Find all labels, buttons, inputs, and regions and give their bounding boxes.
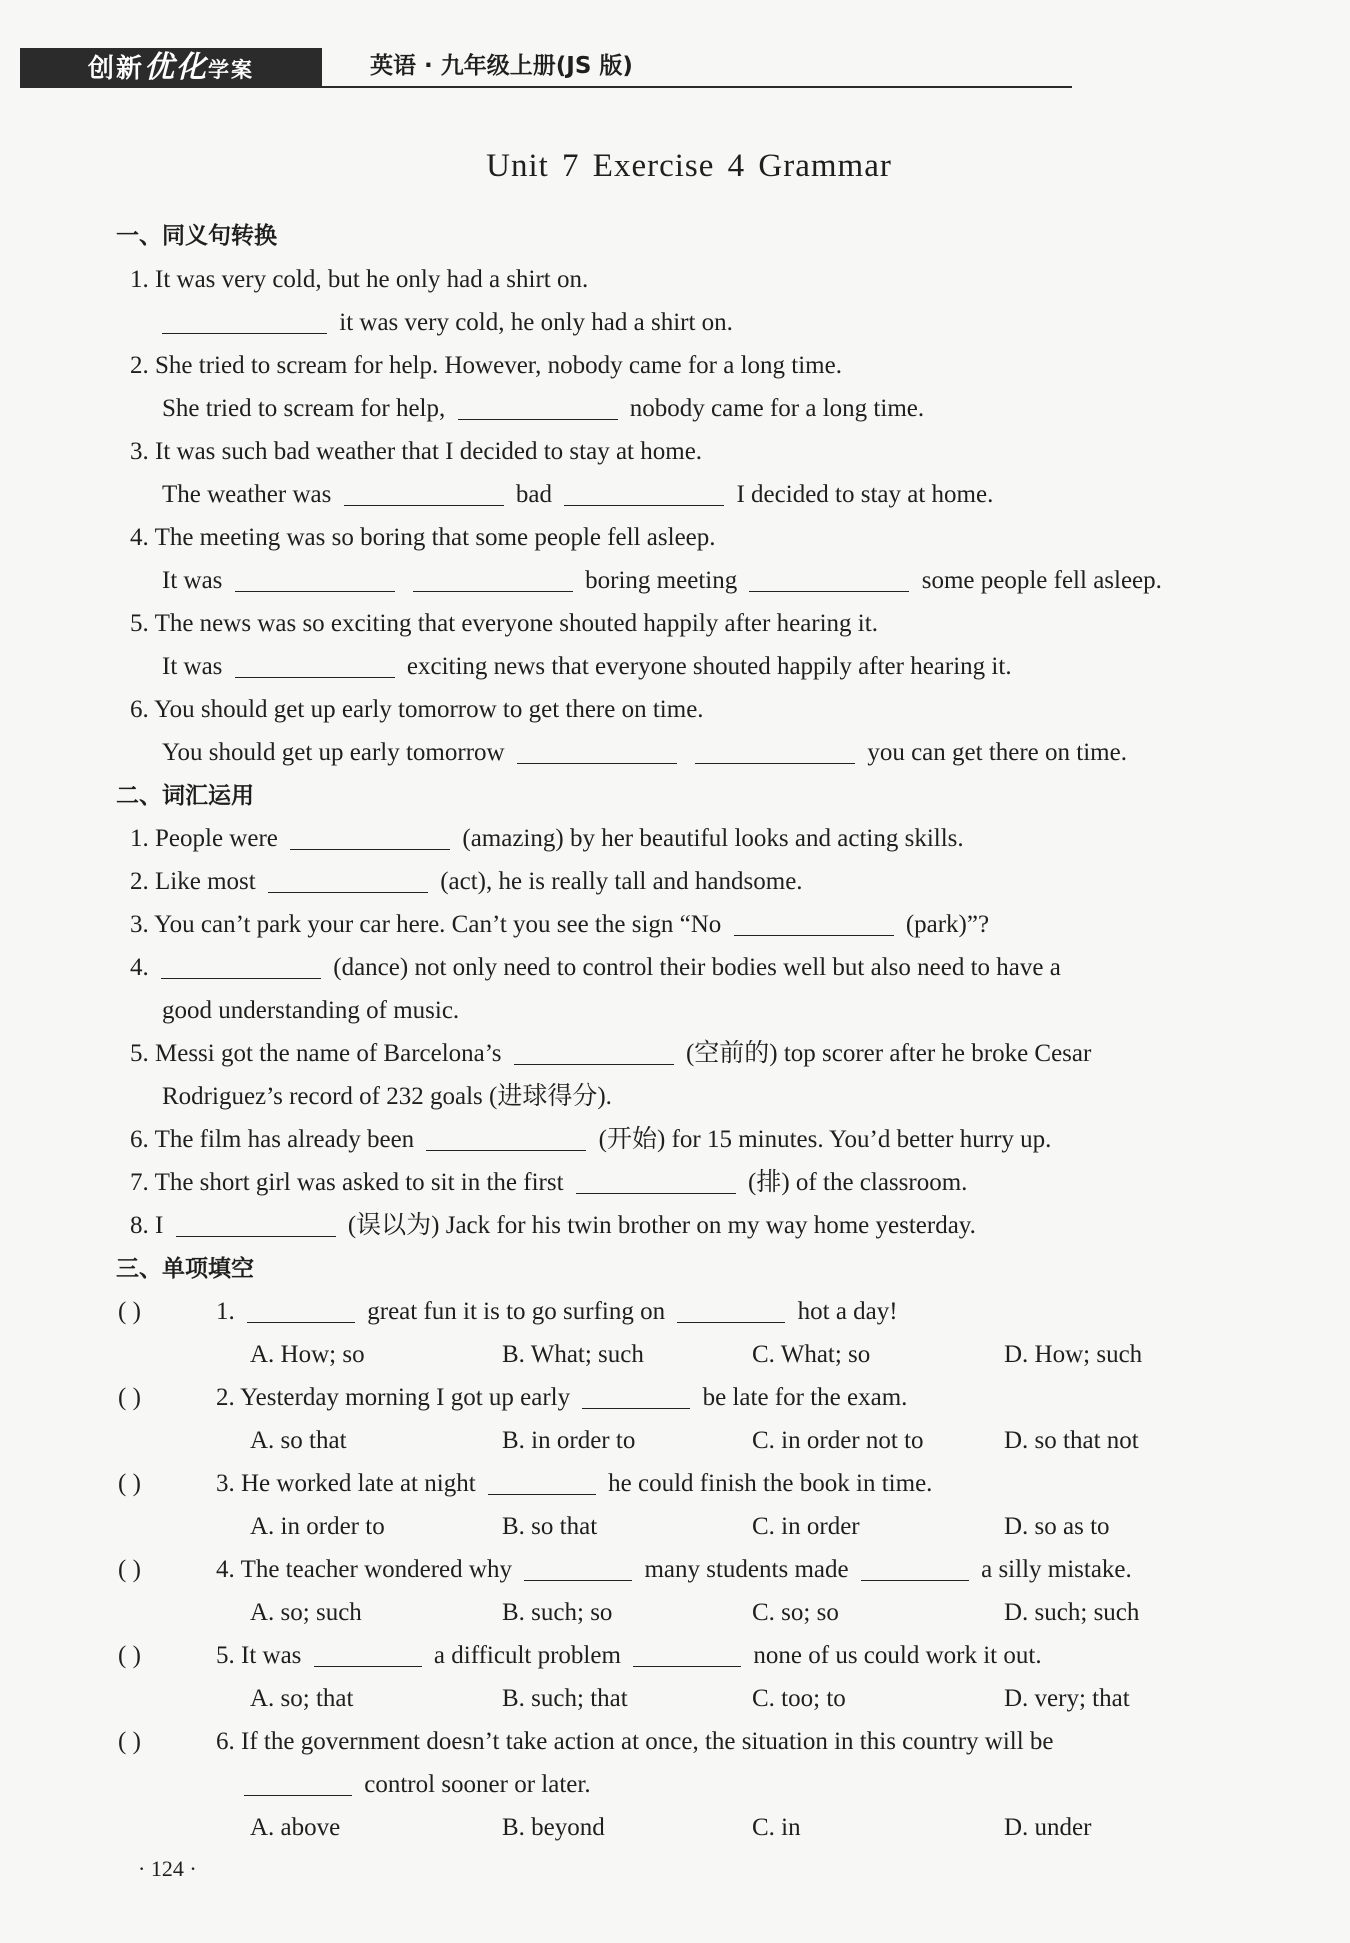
item-text: (park)”? bbox=[905, 911, 990, 938]
item-text: She tried to scream for help. However, nobody came for a long time. bbox=[155, 352, 842, 379]
item-text: You should get up early tomorrow bbox=[162, 739, 505, 766]
answer-blank[interactable] bbox=[235, 651, 395, 678]
exercise-line bbox=[162, 1079, 612, 1115]
option-b[interactable]: B. such; so bbox=[502, 1599, 613, 1626]
answer-blank[interactable] bbox=[176, 1210, 336, 1237]
answer-blank[interactable] bbox=[488, 1468, 596, 1495]
page-title: Unit 7 Exercise 4 Grammar bbox=[486, 148, 892, 184]
item-text: (dance) not only need to control their bodies well but also need to have a bbox=[333, 954, 1061, 981]
item-text: be late for the exam. bbox=[702, 1384, 908, 1411]
answer-blank[interactable] bbox=[244, 1769, 352, 1796]
exercise-line bbox=[162, 563, 1162, 599]
option-b[interactable]: B. so that bbox=[502, 1513, 598, 1540]
item-text: Yesterday morning I got up early bbox=[240, 1384, 571, 1411]
item-text: You should get up early tomorrow to get there on time. bbox=[154, 696, 704, 723]
option-a[interactable]: A. How; so bbox=[250, 1341, 365, 1368]
item-text: (act), he is really tall and handsome. bbox=[440, 868, 803, 895]
answer-blank[interactable] bbox=[677, 1296, 785, 1323]
exercise-line bbox=[162, 735, 1127, 771]
exercise-line bbox=[130, 606, 878, 642]
item-text: nobody came for a long time. bbox=[629, 395, 925, 422]
option-b[interactable]: B. beyond bbox=[502, 1814, 605, 1841]
item-text: control sooner or later. bbox=[364, 1771, 591, 1798]
answer-blank[interactable] bbox=[695, 737, 855, 764]
answer-blank[interactable] bbox=[413, 565, 573, 592]
option-c[interactable]: C. in order not to bbox=[752, 1427, 924, 1454]
item-text: a difficult problem bbox=[433, 1642, 621, 1669]
option-c[interactable]: C. in order bbox=[752, 1513, 860, 1540]
brand-highlight: 优化 bbox=[144, 50, 208, 85]
item-text: The short girl was asked to sit in the first bbox=[154, 1169, 564, 1196]
exercise-line bbox=[216, 1466, 932, 1502]
brand-tail: 学案 bbox=[208, 58, 254, 82]
item-text: he could finish the book in time. bbox=[608, 1470, 933, 1497]
item-number: 4. bbox=[130, 954, 149, 981]
option-c[interactable]: C. so; so bbox=[752, 1599, 839, 1626]
exercise-line bbox=[162, 993, 459, 1029]
option-b[interactable]: B. in order to bbox=[502, 1427, 636, 1454]
exercise-line bbox=[130, 1208, 976, 1244]
exercise-line bbox=[244, 1767, 591, 1803]
item-number: 6. bbox=[130, 1126, 149, 1153]
exercise-line bbox=[130, 1122, 1051, 1158]
item-text: It was very cold, but he only had a shirt on. bbox=[155, 266, 589, 293]
exercise-line bbox=[130, 520, 716, 556]
item-text: a silly mistake. bbox=[981, 1556, 1132, 1583]
item-text: (开始) for 15 minutes. You’d better hurry up. bbox=[598, 1126, 1052, 1153]
item-text: People were bbox=[155, 825, 278, 852]
option-d[interactable]: D. very; that bbox=[1004, 1685, 1130, 1712]
item-number: 2. bbox=[216, 1384, 235, 1411]
item-text: It was such bad weather that I decided to stay at home. bbox=[155, 438, 703, 465]
item-text: He worked late at night bbox=[241, 1470, 476, 1497]
answer-parentheses[interactable]: ( ) bbox=[118, 1298, 141, 1325]
answer-blank[interactable] bbox=[734, 909, 894, 936]
brand-text: 创新 bbox=[87, 54, 144, 84]
item-number: 7. bbox=[130, 1169, 149, 1196]
option-a[interactable]: A. in order to bbox=[250, 1513, 385, 1540]
item-number: 3. bbox=[130, 911, 149, 938]
section-heading: 一、同义句转换 bbox=[116, 223, 277, 249]
exercise-line bbox=[130, 692, 704, 728]
item-text: You can’t park your car here. Can’t you see the sign “No bbox=[154, 911, 722, 938]
item-number: 8. bbox=[130, 1212, 149, 1239]
item-number: 5. bbox=[130, 1040, 149, 1067]
item-text: (排) of the classroom. bbox=[748, 1169, 968, 1196]
answer-blank[interactable] bbox=[458, 393, 618, 420]
answer-blank[interactable] bbox=[344, 479, 504, 506]
item-text: If the government doesn’t take action at once, the situation in this country will be bbox=[241, 1728, 1054, 1755]
option-a[interactable]: A. so; such bbox=[250, 1599, 362, 1626]
item-text: Rodriguez’s record of 232 goals (进球得分). bbox=[162, 1083, 612, 1110]
answer-blank[interactable] bbox=[582, 1382, 690, 1409]
exercise-line bbox=[216, 1638, 1042, 1674]
item-number: 3. bbox=[130, 438, 149, 465]
answer-parentheses[interactable]: ( ) bbox=[118, 1556, 141, 1583]
answer-blank[interactable] bbox=[426, 1124, 586, 1151]
answer-blank[interactable] bbox=[524, 1554, 632, 1581]
option-b[interactable]: B. such; that bbox=[502, 1685, 628, 1712]
answer-blank[interactable] bbox=[162, 307, 327, 334]
option-d[interactable]: D. How; such bbox=[1004, 1341, 1143, 1368]
item-number: 4. bbox=[130, 524, 149, 551]
exercise-line bbox=[130, 907, 989, 943]
item-number: 2. bbox=[130, 868, 149, 895]
answer-parentheses[interactable]: ( ) bbox=[118, 1642, 141, 1669]
item-text: Messi got the name of Barcelona’s bbox=[155, 1040, 502, 1067]
option-c[interactable]: C. in bbox=[752, 1814, 801, 1841]
exercise-line bbox=[130, 864, 803, 900]
item-text: The news was so exciting that everyone shouted happily after hearing it. bbox=[154, 610, 878, 637]
item-text: The meeting was so boring that some people fell asleep. bbox=[154, 524, 716, 551]
exercise-line bbox=[130, 950, 1061, 986]
answer-parentheses[interactable]: ( ) bbox=[118, 1384, 141, 1411]
item-text: none of us could work it out. bbox=[753, 1642, 1042, 1669]
item-text: The film has already been bbox=[154, 1126, 415, 1153]
item-text: hot a day! bbox=[797, 1298, 898, 1325]
item-number: 5. bbox=[130, 610, 149, 637]
exercise-line bbox=[162, 305, 733, 341]
option-c[interactable]: C. What; so bbox=[752, 1341, 871, 1368]
item-text: It was bbox=[162, 653, 223, 680]
book-title: 英语 · 九年级上册(JS 版) bbox=[370, 53, 633, 79]
item-number: 5. bbox=[216, 1642, 235, 1669]
answer-blank[interactable] bbox=[749, 565, 909, 592]
exercise-line bbox=[130, 434, 702, 470]
item-number: 6. bbox=[216, 1728, 235, 1755]
exercise-line bbox=[162, 391, 924, 427]
item-text: It was bbox=[162, 567, 223, 594]
item-number: 6. bbox=[130, 696, 149, 723]
item-text: many students made bbox=[644, 1556, 849, 1583]
answer-parentheses[interactable]: ( ) bbox=[118, 1470, 141, 1497]
answer-blank[interactable] bbox=[861, 1554, 969, 1581]
option-a[interactable]: A. so that bbox=[250, 1427, 347, 1454]
answer-blank[interactable] bbox=[564, 479, 724, 506]
item-number: 1. bbox=[216, 1298, 235, 1325]
exercise-line bbox=[130, 262, 588, 298]
answer-blank[interactable] bbox=[247, 1296, 355, 1323]
item-number: 3. bbox=[216, 1470, 235, 1497]
answer-blank[interactable] bbox=[314, 1640, 422, 1667]
item-text: some people fell asleep. bbox=[921, 567, 1162, 594]
exercise-line bbox=[130, 1036, 1091, 1072]
option-d[interactable]: D. such; such bbox=[1004, 1599, 1140, 1626]
exercise-line bbox=[162, 649, 1012, 685]
option-c[interactable]: C. too; to bbox=[752, 1685, 846, 1712]
item-text: It was bbox=[241, 1642, 302, 1669]
item-text: The weather was bbox=[162, 481, 332, 508]
exercise-line bbox=[216, 1294, 898, 1330]
option-d[interactable]: D. so that not bbox=[1004, 1427, 1139, 1454]
item-number: 2. bbox=[130, 352, 149, 379]
section-heading: 二、词汇运用 bbox=[116, 783, 254, 809]
item-text: good understanding of music. bbox=[162, 997, 460, 1024]
section-heading: 三、单项填空 bbox=[116, 1256, 254, 1282]
item-text: great fun it is to go surfing on bbox=[367, 1298, 666, 1325]
exercise-line bbox=[130, 1165, 967, 1201]
option-d[interactable]: D. under bbox=[1004, 1814, 1092, 1841]
answer-blank[interactable] bbox=[235, 565, 395, 592]
answer-parentheses[interactable]: ( ) bbox=[118, 1728, 141, 1755]
answer-blank[interactable] bbox=[517, 737, 677, 764]
answer-blank[interactable] bbox=[576, 1167, 736, 1194]
item-text: you can get there on time. bbox=[867, 739, 1127, 766]
item-text: exciting news that everyone shouted happily after hearing it. bbox=[406, 653, 1012, 680]
item-number: 4. bbox=[216, 1556, 235, 1583]
exercise-line bbox=[130, 348, 842, 384]
item-text: Like most bbox=[155, 868, 256, 895]
answer-blank[interactable] bbox=[633, 1640, 741, 1667]
answer-blank[interactable] bbox=[290, 823, 450, 850]
option-a[interactable]: A. so; that bbox=[250, 1685, 354, 1712]
item-text: She tried to scream for help, bbox=[162, 395, 446, 422]
exercise-line bbox=[162, 477, 993, 513]
option-d[interactable]: D. so as to bbox=[1004, 1513, 1110, 1540]
item-text: The teacher wondered why bbox=[240, 1556, 512, 1583]
item-text: bad bbox=[515, 481, 552, 508]
option-b[interactable]: B. What; such bbox=[502, 1341, 644, 1368]
item-text: boring meeting bbox=[585, 567, 738, 594]
answer-blank[interactable] bbox=[268, 866, 428, 893]
item-number: 1. bbox=[130, 266, 149, 293]
answer-blank[interactable] bbox=[514, 1038, 674, 1065]
item-text: I decided to stay at home. bbox=[736, 481, 994, 508]
option-a[interactable]: A. above bbox=[250, 1814, 341, 1841]
exercise-line bbox=[130, 821, 964, 857]
item-number: 1. bbox=[130, 825, 149, 852]
item-text: (amazing) by her beautiful looks and acting skills. bbox=[462, 825, 964, 852]
exercise-line bbox=[216, 1552, 1132, 1588]
item-text: (空前的) top scorer after he broke Cesar bbox=[685, 1040, 1092, 1067]
answer-blank[interactable] bbox=[161, 952, 321, 979]
exercise-line bbox=[216, 1380, 907, 1416]
item-text: it was very cold, he only had a shirt on. bbox=[339, 309, 733, 336]
item-text: (误以为) Jack for his twin brother on my way home yesterday. bbox=[347, 1212, 976, 1239]
exercise-line bbox=[216, 1724, 1054, 1760]
page-number: · 124 · bbox=[138, 1856, 197, 1881]
item-text: I bbox=[155, 1212, 164, 1239]
